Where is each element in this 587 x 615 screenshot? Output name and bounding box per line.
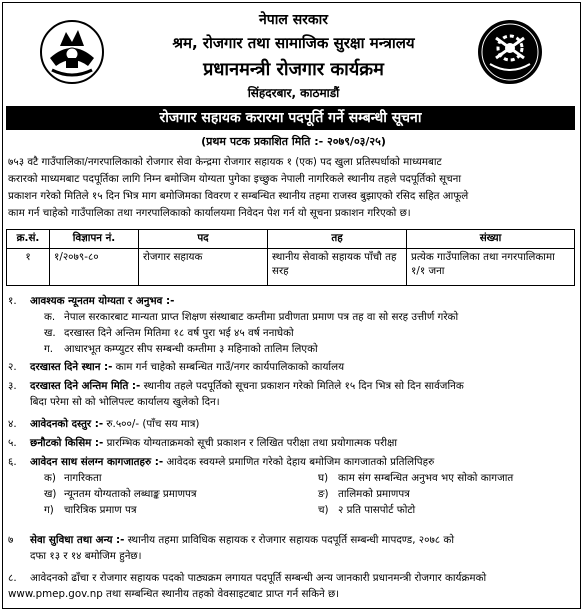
section-number: ७	[8, 534, 14, 546]
publish-date: (प्रथम पटक प्रकाशित मिति :- २०७९/०३/२५)	[201, 135, 386, 148]
section-deadline	[8, 378, 574, 410]
section-text: दफा १३ र १४ बमोजिम हुनेछ।	[30, 550, 142, 562]
section-text: आवेदक स्वयम्ले प्रमाणित गरेको देहाय बमोजिम कागजातको प्रतिलिपिहरु	[163, 456, 435, 468]
item-number: ख.	[44, 327, 56, 339]
office-address: सिंहदरबार, काठमाडौं	[247, 86, 340, 100]
section-qualification	[8, 293, 574, 357]
section-title: दरखास्त दिने अन्तिम मिति :-	[30, 380, 141, 392]
document-row	[8, 486, 574, 502]
ministry-name: श्रम, रोजगार तथा सामाजिक सुरक्षा मन्त्रालय	[172, 34, 415, 52]
vacancy-table	[6, 229, 575, 286]
document-item: काम संग सम्बन्धित अनुभव भए सोको कागजात	[338, 472, 514, 484]
section-title: छनौटको किसिम :-	[30, 437, 104, 449]
table-row	[7, 249, 575, 286]
table-cell: १	[7, 249, 50, 286]
table-header-row	[7, 230, 575, 249]
col-header: विज्ञापन नं.	[50, 230, 139, 249]
section-text: स्थानीय तहमा प्राविधिक सहायक र रोजगार सहायक पदपूर्ति सम्बन्धी मापदण्ड, २०७८ को	[124, 534, 455, 546]
section-number: ८.	[8, 572, 17, 584]
document-item: तालिमको प्रमाणपत्र	[338, 488, 410, 500]
col-header: पद	[139, 230, 268, 249]
section-number: ५.	[8, 437, 17, 449]
section-title: आवेदन साथ संलग्न कागजातहरु :-	[30, 456, 164, 468]
item-number: क.	[44, 311, 56, 323]
section-fee	[8, 416, 574, 432]
col-header: तह	[268, 230, 407, 249]
qualification-item: नेपाल सरकारबाट मान्यता प्राप्त शिक्षण संस्थाबाट कम्तीमा प्रवीणता प्रमाण पत्र तह वा सो सरह उत्तीर्ण गरेको	[64, 311, 459, 323]
table-cell: स्थानीय सेवाको सहायक पाँचौ तह सरह	[268, 249, 407, 286]
section-text: काम गर्न चाहेको सम्बन्धित गाउँ/नगर कार्यपालिकाको कार्यालय	[112, 361, 345, 373]
item-number: ङ)	[318, 488, 329, 500]
col-header: क्र.सं.	[7, 230, 50, 249]
section-number: ६.	[8, 456, 17, 468]
section-title: आवश्यक न्यूनतम योग्यता र अनुभव :-	[30, 295, 175, 307]
section-text: स्थानीय तहले पदपूर्तिको सूचना प्रकाशन गरेको मितिले १५ दिन भित्र सो दिन सार्वजनिक	[140, 380, 464, 392]
section-selection	[8, 435, 574, 451]
section-facilities	[8, 532, 574, 564]
section-number: ४.	[8, 418, 17, 430]
document-row	[8, 502, 574, 518]
section-text: बिदा परेमा सो को भोलिपल्ट कार्यालय खुलेको दिन।	[30, 396, 220, 408]
intro-line: काम गर्न चाहेको गाउँपालिका तथा नगरपालिकाको कार्यालयमा निवेदन पेश गर्न यो सूचना प्रकाशन गरिएको छ।	[8, 207, 411, 219]
intro-line: करारको माध्यमबाट पदपूर्तिका लागि निम्न बमोजिम योग्यता पुगेका इच्छुक नेपाली नागरिकले स्थानीय तहले पदपूर्तिको सूचना	[8, 173, 462, 185]
item-number: च)	[318, 504, 329, 516]
qualification-item: आधारभूत कम्प्युटर सीप सम्बन्धी कम्तीमा ३ महिनाको तालिम लिएको	[64, 343, 318, 355]
table-cell: प्रत्येक गाउँपालिका तथा नगरपालिकामा १/१ जना	[407, 249, 575, 286]
table-cell: १/२०७९-८०	[50, 249, 139, 286]
section-more-info	[8, 570, 574, 602]
item-number: ख)	[44, 488, 57, 500]
document-item: नागरिकता	[64, 472, 102, 484]
section-application-place	[8, 359, 574, 375]
document-item: न्यूनतम योग्यताको लब्धाङ्क प्रमाणपत्र	[64, 488, 197, 500]
item-number: घ)	[318, 472, 329, 484]
item-number: ग)	[44, 504, 54, 516]
intro-line: ७५३ वटै गाउँपालिका/नगरपालिकाको रोजगार सेवा केन्द्रमा रोजगार सहायक १ (एक) पद खुला प्रतिस्पर्धाको माध्यमबाट	[8, 156, 442, 168]
section-documents	[8, 454, 574, 518]
intro-paragraph	[8, 154, 574, 222]
website-link[interactable]: www.pmep.gov.np	[8, 588, 103, 600]
section-text: आवेदनको ढाँचा र रोजगार सहायक पदको पाठ्यक्रम लगायत पदपूर्ति सम्बन्धी अन्य जानकारी प्रधानमन्त्री रोजगार कार्यक्रमको	[30, 572, 487, 584]
section-title: दरखास्त दिने स्थान :-	[30, 361, 113, 373]
item-number: ग.	[44, 343, 54, 355]
document-item: २ प्रति पासपोर्ट फोटो	[338, 504, 416, 516]
section-title: सेवा सुविधा तथा अन्य :-	[30, 534, 125, 546]
item-number: क)	[44, 472, 56, 484]
section-title: आवेदनको दस्तुर :-	[30, 418, 104, 430]
qualification-item: दरखास्त दिने अन्तिम मितिमा १८ वर्ष पुरा भई ४५ वर्ष ननाघेको	[64, 327, 294, 339]
intro-line: प्रकाशन गरेको मितिले १५ दिन भित्र माग बमोजिमका विवरण र सम्बन्धित स्थानीय तहमा राजस्व बुझाएको रसिद सहित आफूले	[8, 190, 469, 202]
section-number: ३.	[8, 380, 17, 392]
gov-name: नेपाल सरकार	[258, 12, 328, 28]
table-cell: रोजगार सहायक	[139, 249, 268, 286]
document-item: चारित्रिक प्रमाण पत्र	[64, 504, 137, 516]
notice-title: रोजगार सहायक करारमा पदपूर्ति गर्ने सम्बन्धी सूचना	[6, 106, 575, 130]
section-text: प्रारम्भिक योग्यताक्रमको सूची प्रकाशन र लिखित परीक्षा तथा प्रयोगात्मक परीक्षा	[103, 437, 398, 449]
program-name: प्रधानमन्त्री रोजगार कार्यक्रम	[203, 59, 384, 80]
section-number: २.	[8, 361, 17, 373]
col-header: संख्या	[407, 230, 575, 249]
section-text: रु.५००/- (पाँच सय मात्र)	[103, 418, 200, 430]
document-row	[8, 470, 574, 486]
section-number: १.	[8, 295, 17, 307]
section-text: तथा सम्बन्धित स्थानीय तहको वेवसाइटबाट प्राप्त गर्न सकिने छ।	[102, 588, 340, 600]
